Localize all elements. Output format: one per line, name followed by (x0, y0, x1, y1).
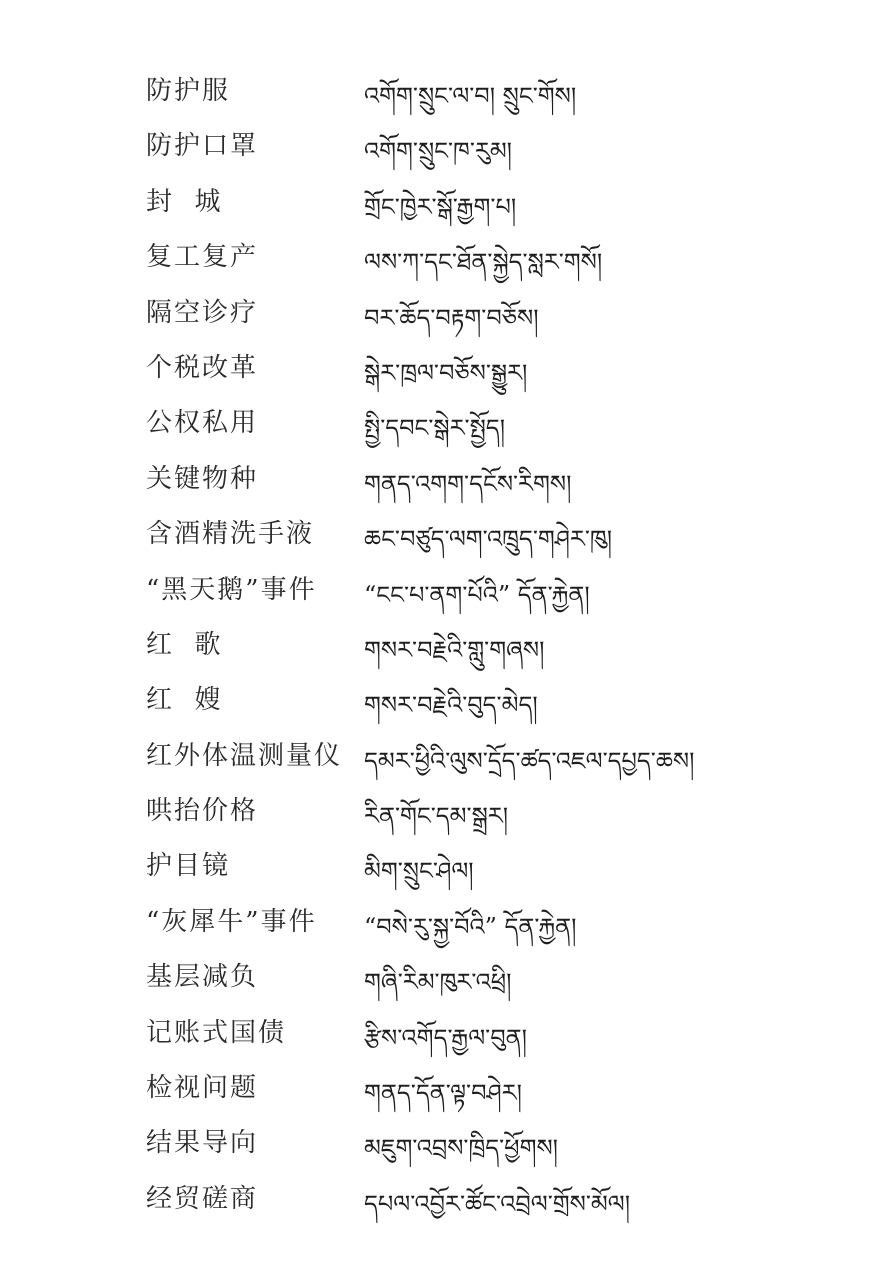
chinese-term: 基层减负 (146, 962, 259, 993)
chinese-term: 记账式国债 (146, 1017, 287, 1048)
term-row (0, 341, 880, 396)
tibetan-term: དམར་ཕྱིའི་ལུས་དྲོད་ཚད་འཇལ་དཔྱད་ཆས། (364, 746, 695, 775)
tibetan-term: བར་ཆོད་བརྟག་བཅོས། (364, 303, 539, 332)
tibetan-term: གྲོང་ཁྱེར་སྒོ་རྒྱག་པ། (364, 192, 517, 221)
term-row (0, 1061, 880, 1116)
tibetan-term: ཆང་བཙུད་ལག་འཁྲུད་གཤེར་ཁུ། (364, 525, 613, 554)
tibetan-term: རིན་གོང་དམ་སྒྲར། (364, 802, 509, 831)
tibetan-term: “ངང་པ་ནག་པོའི” དོན་རྐྱེན། (364, 580, 590, 609)
term-row (0, 729, 880, 784)
tibetan-term: གསར་བརྗེའི་གླུ་གཞས། (364, 635, 545, 664)
chinese-term: 防护服 (146, 76, 231, 106)
chinese-term: 哄抬价格 (146, 796, 259, 827)
chinese-term: 经贸磋商 (146, 1183, 259, 1214)
tibetan-term: སྒེར་ཁྲལ་བཅོས་སྒྱུར། (364, 358, 528, 387)
term-row (0, 950, 880, 1005)
tibetan-term: གནད་འགག་དངོས་རིགས། (364, 469, 572, 498)
tibetan-term: མིག་སྲུང་ཤེལ། (364, 857, 474, 886)
tibetan-term: མཇུག་འབྲས་ཁྲིད་ཕྱོགས། (364, 1134, 558, 1163)
chinese-term: 检视问题 (146, 1073, 259, 1104)
tibetan-term: གནད་དོན་ལྟ་བཤེར། (364, 1079, 522, 1108)
chinese-term: 隔空诊疗 (146, 297, 259, 328)
chinese-term: 公权私用 (146, 408, 259, 439)
tibetan-term: འགོག་སྲུང་ལ་བ། སྲུང་གོས། (364, 82, 577, 110)
tibetan-term: ལས་ཀ་དང་ཐོན་སྐྱེད་སླར་གསོ། (364, 248, 603, 277)
chinese-term: “灰犀牛”事件 (146, 906, 317, 937)
tibetan-term: གསར་བརྗེའི་བུད་མེད། (364, 691, 538, 720)
term-row (0, 507, 880, 562)
chinese-term: “黑天鹅”事件 (146, 574, 317, 605)
chinese-term: 个税改革 (146, 352, 259, 383)
glossary-list (0, 64, 880, 1227)
term-row (0, 673, 880, 728)
term-row (0, 64, 880, 119)
term-row (0, 618, 880, 673)
term-row (0, 1116, 880, 1171)
chinese-term: 防护口罩 (146, 131, 259, 162)
term-row (0, 839, 880, 894)
tibetan-term: འགོག་སྲུང་ཁ་རུམ། (364, 137, 513, 166)
chinese-term: 结果导向 (146, 1128, 259, 1159)
chinese-term: 红外体温测量仪 (146, 740, 343, 771)
chinese-term: 封 城 (146, 186, 223, 217)
term-row (0, 1006, 880, 1061)
tibetan-term: གཞི་རིམ་ཁུར་འཕྲི། (364, 968, 512, 997)
term-row (0, 784, 880, 839)
term-row (0, 175, 880, 230)
chinese-term: 红 歌 (146, 629, 223, 660)
tibetan-term: སྤྱི་དབང་སྒེར་སྤྱོད། (364, 414, 506, 443)
term-row (0, 396, 880, 451)
term-row (0, 895, 880, 950)
chinese-term: 红 嫂 (146, 685, 223, 716)
term-row (0, 119, 880, 174)
chinese-term: 含酒精洗手液 (146, 519, 315, 550)
term-row (0, 563, 880, 618)
term-row (0, 286, 880, 341)
tibetan-term: རྩིས་འགོད་རྒྱལ་བུན། (364, 1023, 527, 1052)
chinese-term: 护目镜 (146, 851, 231, 882)
chinese-term: 关键物种 (146, 463, 259, 494)
term-row (0, 230, 880, 285)
chinese-term: 复工复产 (146, 242, 259, 273)
tibetan-term: དཔལ་འབྱོར་ཚོང་འབྲེལ་གྲོས་མོལ། (364, 1189, 631, 1218)
term-row (0, 452, 880, 507)
term-row (0, 1172, 880, 1227)
tibetan-term: “བསེ་རུ་སྐྱ་བོའི” དོན་རྐྱེན། (364, 912, 577, 941)
